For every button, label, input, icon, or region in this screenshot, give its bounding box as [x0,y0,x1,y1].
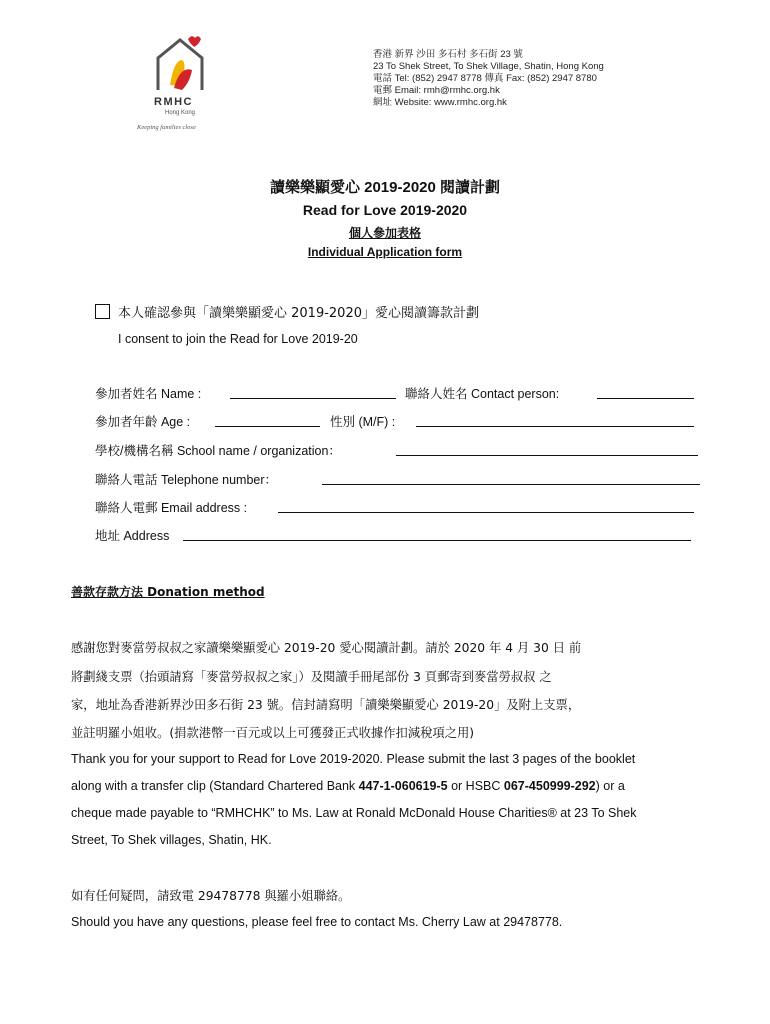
rmhc-logo [130,30,230,135]
contact-field[interactable] [597,398,694,399]
form-title-zh: 個人參加表格 [348,226,421,240]
contact-label: 聯絡人姓名 Contact person: [405,387,560,401]
donation-zh-line-1: 感謝您對麥當勞叔叔之家讀樂樂顯愛心 2019-20 愛心閱讀計劃。請於 2020 年 4 月 30 日 前 [71,641,582,655]
school-field[interactable] [396,455,698,456]
donation-en-line-2b: or HSBC [447,779,504,793]
phone-label: 聯絡人電話 Telephone number： [95,473,278,487]
address-line-3: 電話 Tel: (852) 2947 8778 傳真 Fax: (852) 2947 8780 [373,73,597,84]
address-label: 地址 Address [95,529,170,543]
email-label: 聯絡人電郵 Email address : [95,501,248,515]
donation-en-line-1: Thank you for your support to Read for Love 2019-2020. Please submit the last 3 pages of the booklet [71,752,636,766]
address-line-1: 香港 新界 沙田 多石村 多石街 23 號 [373,49,523,60]
phone-field[interactable] [322,484,700,485]
address-line-4: 電郵 Email: rmh@rmhc.org.hk [373,85,500,96]
hsbc-account: 067-450999-292 [503,779,596,793]
contact-info-en: Should you have any questions, please feel free to contact Ms. Cherry Law at 29478778. [71,915,563,929]
logo-name: RMHC [154,96,193,108]
consent-checkbox[interactable] [95,304,110,319]
address-line-2: 23 To Shek Street, To Shek Village, Shatin, Hong Kong [373,61,604,72]
form-title-en: Individual Application form [307,245,463,259]
gender-label: 性別 (M/F) : [330,415,396,429]
consent-text-zh: 本人確認參與「讀樂樂顯愛心 2019-2020」愛心閱讀籌款計劃 [118,306,479,321]
donation-en-line-2c: ) or a [595,779,625,793]
title-en: Read for Love 2019-2020 [302,202,468,218]
donation-en-line-4: Street, To Shek villages, Shatin, HK. [71,833,272,847]
consent-text-en: I consent to join the Read for Love 2019-20 [118,332,358,346]
scb-account: 447-1-060619-5 [358,779,448,793]
house-logo-icon [130,30,230,135]
donation-en-line-2a: along with a transfer clip (Standard Chartered Bank [71,779,359,793]
email-field[interactable] [278,512,694,513]
name-field[interactable] [230,398,396,399]
name-label: 參加者姓名 Name : [95,387,202,401]
age-field[interactable] [215,426,320,427]
donation-en-line-2 [71,779,625,793]
school-label: 學校/機構名稱 School name / organization： [95,444,341,458]
gender-field[interactable] [416,426,694,427]
logo-sub: Hong Kong [165,110,196,116]
title-zh: 讀樂樂顯愛心 2019-2020 閱讀計劃 [269,179,501,196]
donation-en-line-3: cheque made payable to “RMHCHK” to Ms. Law at Ronald McDonald House Charities® at 23 To Shek [71,806,637,820]
address-line-5: 網址 Website: www.rmhc.org.hk [373,97,507,108]
donation-zh-line-3: 家，地址為香港新界沙田多石街 23 號。信封請寫明「讀樂樂顯愛心 2019-20」及附上支票， [71,698,581,712]
donation-zh-line-2: 將劃綫支票（抬頭請寫「麥當勞叔叔之家」）及閱讀手冊尾部份 3 頁郵寄到麥當勞叔叔 之 [71,670,552,684]
donation-zh-line-4: 並註明羅小姐收。(捐款港幣一百元或以上可獲發正式收據作扣減稅項之用) [71,726,475,740]
age-label: 參加者年齡 Age : [95,415,191,429]
logo-tagline: Keeping families close [137,124,196,131]
donation-heading: 善款存款方法 Donation method [71,585,265,599]
contact-info-zh: 如有任何疑問，請致電 29478778 與羅小姐聯絡。 [71,889,351,903]
address-field[interactable] [183,540,691,541]
